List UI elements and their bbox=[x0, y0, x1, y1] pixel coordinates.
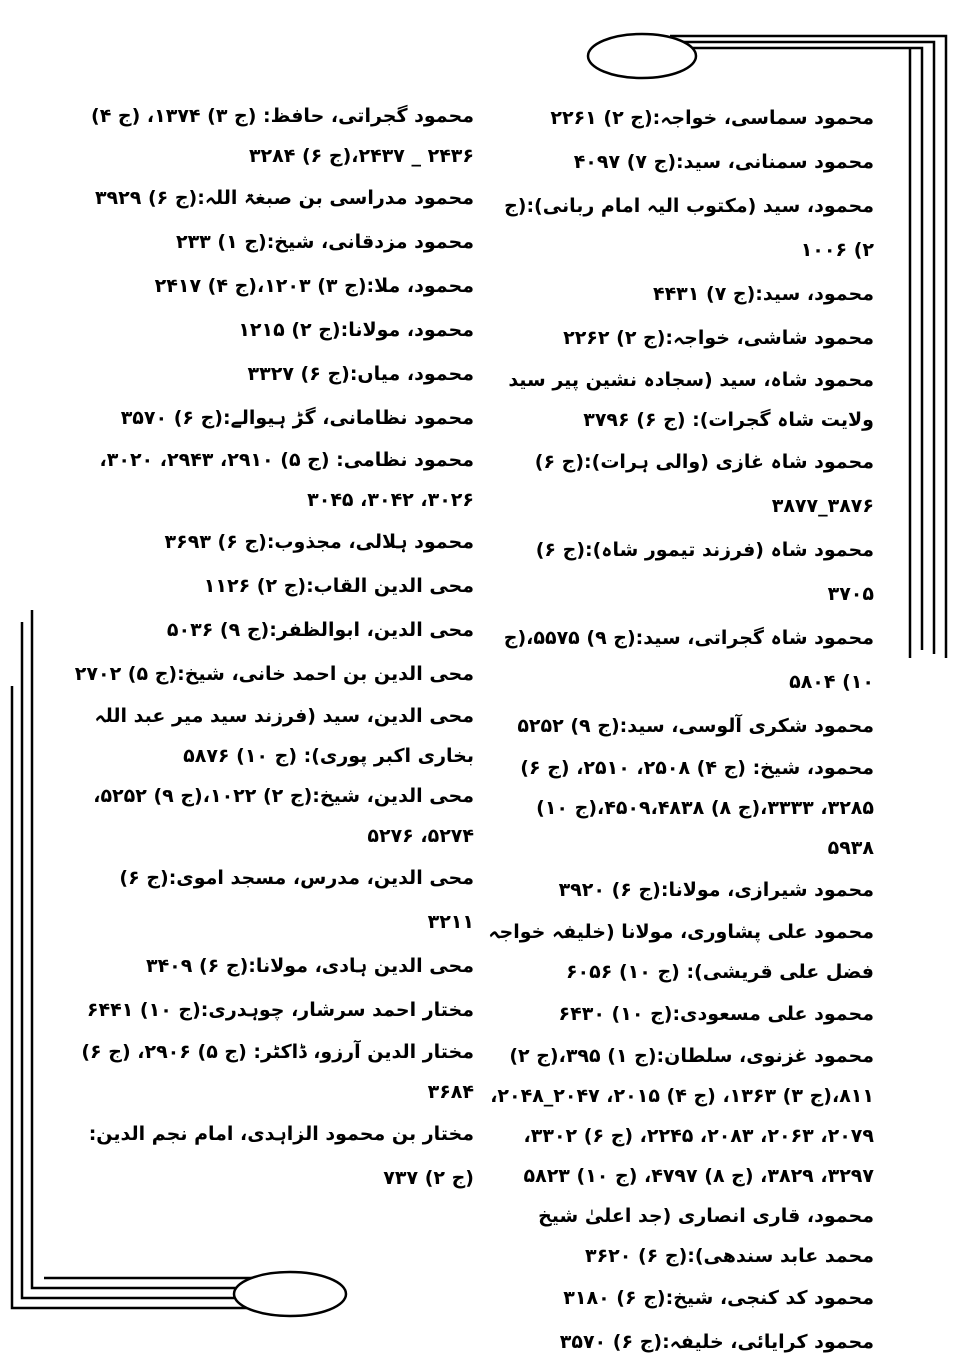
index-entry: محمود، شیخ: (ج ۴) ۲۵۰۸، ۲۵۱۰، (ج ۶) ۳۲۸۵، ۳۳۳۳،(ج ۸) ۴۵۰۹،۴۸۳۸،(ج ۱۰) ۵۹۳۸ bbox=[520, 757, 874, 859]
border-oval-top bbox=[588, 34, 696, 78]
index-entry: محمود شاہ (فرزند تیمور شاہ):(ج ۶) ۳۷۰۵ bbox=[535, 539, 874, 605]
index-entry: محمود کد کنجی، شیخ:(ج ۶) ۳۱۸۰ bbox=[563, 1287, 874, 1309]
index-entry: محمود شاہ، سید (سجادہ نشین پیر سید ولایت شاہ گجرات): (ج ۶) ۳۷۹۶ bbox=[508, 369, 874, 431]
index-entry: محمود، قاری انصاری (جد اعلیٰ شیخ محمد عابد سندھی):(ج ۶) ۳۶۲۰ bbox=[538, 1205, 874, 1267]
index-column-left bbox=[74, 96, 474, 1200]
index-entry: محمود، میاں:(ج ۶) ۳۳۲۷ bbox=[247, 363, 474, 385]
index-entry: محمود، سید:(ج ۷) ۴۴۳۱ bbox=[652, 283, 874, 305]
index-entry: محمود مدراسی بن صبغۃ اللہ:(ج ۶) ۳۹۲۹ bbox=[94, 187, 474, 209]
index-entry: محمود سماسی، خواجہ:(ج ۲) ۲۲۶۱ bbox=[550, 107, 874, 129]
index-entry: محمود علی مسعودی:(ج ۱۰) ۶۴۳۰ bbox=[558, 1003, 874, 1025]
index-entry: محی الدین ہادی، مولانا:(ج ۶) ۳۴۰۹ bbox=[145, 955, 474, 977]
border-oval-bottom bbox=[234, 1272, 346, 1316]
index-entry: محمود شاشی، خواجہ:(ج ۲) ۲۲۶۲ bbox=[563, 327, 874, 349]
index-entry: محی الدین بن احمد خانی، شیخ:(ج ۵) ۲۷۰۲ bbox=[74, 663, 474, 685]
index-column-right bbox=[484, 96, 874, 1364]
index-entry: محی الدین القاب:(ج ۲) ۱۱۲۶ bbox=[203, 575, 474, 597]
index-entry: محمود، مولانا:(ج ۲) ۱۲۱۵ bbox=[238, 319, 474, 341]
index-entry: محمود نظامانی، گڑ ہیوالے:(ج ۶) ۳۵۷۰ bbox=[120, 407, 474, 429]
index-entry: مختار الدین آرزو، ڈاکٹر: (ج ۵) ۲۹۰۶، (ج ۶) ۳۶۸۴ bbox=[81, 1041, 474, 1103]
index-entry: مختار بن محمود الزاہدی، امام نجم الدین:(ج ۲) ۷۳۷ bbox=[88, 1123, 474, 1189]
index-entry: محمود گجراتی، حافظ: (ج ۳) ۱۳۷۴، (ج ۴) ۲۴۳۶ _ ۲۴۳۷،(ج ۶) ۳۲۸۴ bbox=[91, 105, 474, 167]
index-entry: محمود کرایائی، خلیفہ:(ج ۶) ۳۵۷۰ bbox=[559, 1331, 874, 1353]
index-entry: محمود ہلالی، مجذوب:(ج ۶) ۳۶۹۳ bbox=[164, 531, 474, 553]
index-entry: محی الدین، شیخ:(ج ۲) ۱۰۲۲،(ج ۹) ۵۲۵۲، ۵۲۷۴، ۵۲۷۶ bbox=[93, 785, 474, 847]
index-entry: مختار احمد سرشار، چوہدری:(ج ۱۰) ۶۴۴۱ bbox=[86, 999, 474, 1021]
index-entry: محمود شکری آلوسی، سید:(ج ۹) ۵۲۵۲ bbox=[517, 715, 874, 737]
index-entry: محمود شاہ غازی (والی ہرات):(ج ۶) ۳۸۷۶_۳۸۷۷ bbox=[534, 451, 874, 517]
index-entry: محمود شاہ گجراتی، سید:(ج ۹) ۵۵۷۵،(ج ۱۰) ۵۸۰۴ bbox=[503, 627, 874, 693]
index-entry: محمود شیرازی، مولانا:(ج ۶) ۳۹۲۰ bbox=[558, 879, 874, 901]
index-entry: محی الدین، ابوالظفر:(ج ۹) ۵۰۳۶ bbox=[166, 619, 474, 641]
index-entry: محمود مزدقانی، شیخ:(ج ۱) ۲۳۳ bbox=[175, 231, 474, 253]
index-entry: محمود سمنانی، سید:(ج ۷) ۴۰۹۷ bbox=[573, 151, 874, 173]
index-entry: محمود، ملا:(ج ۳) ۱۲۰۳،(ج ۴) ۲۴۱۷ bbox=[154, 275, 474, 297]
index-entry: محی الدین، مدرس، مسجد اموی:(ج ۶) ۳۲۱۱ bbox=[119, 867, 474, 933]
index-entry: محمود علی پشاوری، مولانا (خلیفہ خواجہ فضل علی قریشی): (ج ۱۰) ۶۰۵۶ bbox=[488, 921, 874, 983]
index-entry: محمود غزنوی، سلطان:(ج ۱) ۳۹۵،(ج ۲) ۸۱۱،(ج ۳) ۱۳۶۳، (ج ۴) ۲۰۱۵، ۲۰۴۷_۲۰۴۸، ۲۰۷۹، ۲۰۶۳، ۲۰۸۳، ۲۲۴۵، (ج ۶) ۳۳۰۲، ۳۲۹۷، ۳۸۲۹، (ج ۸) ۴۷۹۷، (ج ۱۰) ۵۸۲۳ bbox=[490, 1045, 874, 1187]
index-entry: محی الدین، سید (فرزند سید میر عبد اللہ بخاری اکبر پوری): (ج ۱۰) ۵۸۷۶ bbox=[94, 705, 474, 767]
index-entry: محمود، سید (مکتوب الیہ امام ربانی):(ج ۲) ۱۰۰۶ bbox=[504, 195, 874, 261]
index-entry: محمود نظامی: (ج ۵) ۲۹۱۰، ۲۹۴۳، ۳۰۲۰، ۳۰۲۶، ۳۰۴۲، ۳۰۴۵ bbox=[99, 449, 474, 511]
